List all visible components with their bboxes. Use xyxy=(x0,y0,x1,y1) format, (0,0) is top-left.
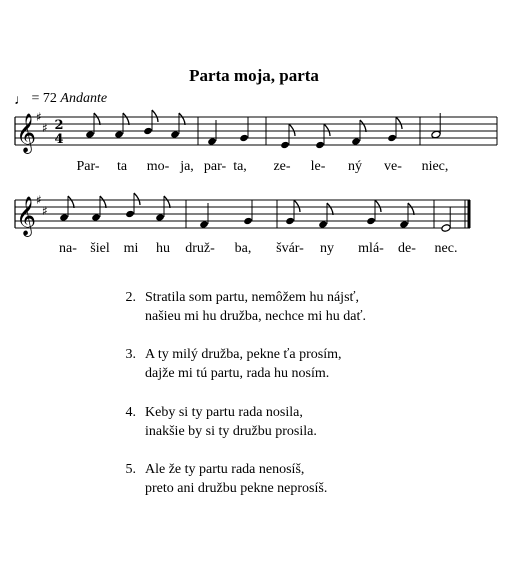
sharp-icon: ♯ xyxy=(42,121,48,135)
verse-line: Keby si ty partu rada nosila, xyxy=(145,405,303,420)
syllable: na- xyxy=(59,241,77,256)
tempo-bpm: = 72 xyxy=(31,91,57,106)
tempo-term: Andante xyxy=(60,91,108,106)
treble-clef-icon: 𝄞 xyxy=(16,196,37,236)
syllable: šiel xyxy=(90,241,110,256)
song-title: Parta moja, parta xyxy=(189,66,319,85)
syllable: ta, xyxy=(233,159,247,174)
syllable: ze- xyxy=(273,159,291,174)
lyrics-system-1 xyxy=(76,159,448,174)
verse-line: A ty milý družba, pekne ťa prosím, xyxy=(145,347,342,362)
syllable: mo- xyxy=(146,159,170,174)
staff-system-2 xyxy=(0,190,508,270)
syllable: ja, xyxy=(180,159,194,174)
verse-line: Stratila som partu, nemôžem hu nájsť, xyxy=(145,290,359,305)
sharp-icon: ♯ xyxy=(42,204,48,218)
syllable: ba, xyxy=(234,241,252,256)
syllable: Par- xyxy=(76,159,100,174)
lyrics-system-2 xyxy=(59,241,457,256)
verse-number: 3. xyxy=(125,347,136,362)
syllable: švár- xyxy=(276,241,304,256)
verse-line: preto ani družbu pekne neprosíš. xyxy=(145,481,328,496)
verse-line: dajže mi tú partu, rada hu nosím. xyxy=(145,366,330,381)
staff-lines xyxy=(15,117,497,145)
verse-line: našieu mi hu družba, nechce mi hu dať. xyxy=(145,309,366,324)
syllable: ta xyxy=(116,159,128,174)
syllable: de- xyxy=(398,241,416,256)
meter-top: 2 xyxy=(54,118,64,133)
syllable: nec. xyxy=(434,241,458,256)
syllable: druž- xyxy=(185,241,215,256)
notes-measure-8 xyxy=(441,207,451,232)
treble-clef-icon: 𝄞 xyxy=(16,113,37,153)
syllable: hu xyxy=(156,241,170,256)
syllable: ny xyxy=(320,241,334,256)
time-signature xyxy=(54,118,63,147)
sharp-icon: ♯ xyxy=(36,110,42,124)
notes-measure-3 xyxy=(280,117,402,149)
sharp-icon: ♯ xyxy=(36,193,42,207)
syllable: mlá- xyxy=(358,241,384,256)
syllable: niec, xyxy=(421,159,449,174)
verse-number: 5. xyxy=(125,462,136,477)
verse-number: 2. xyxy=(125,290,136,305)
syllable: ný xyxy=(348,159,362,174)
quarter-note-icon: ♩ xyxy=(14,93,28,108)
verse-line: Ale že ty partu rada nenosíš, xyxy=(145,462,305,477)
syllable: mi xyxy=(123,241,139,256)
syllable: le- xyxy=(310,159,326,174)
verse-line: inakšie by si ty družbu prosila. xyxy=(145,424,317,439)
meter-bottom: 4 xyxy=(54,132,64,147)
staff-system-1 xyxy=(0,100,508,180)
syllable: par- xyxy=(203,159,227,174)
syllable: ve- xyxy=(384,159,402,174)
verse-number: 4. xyxy=(125,405,136,420)
